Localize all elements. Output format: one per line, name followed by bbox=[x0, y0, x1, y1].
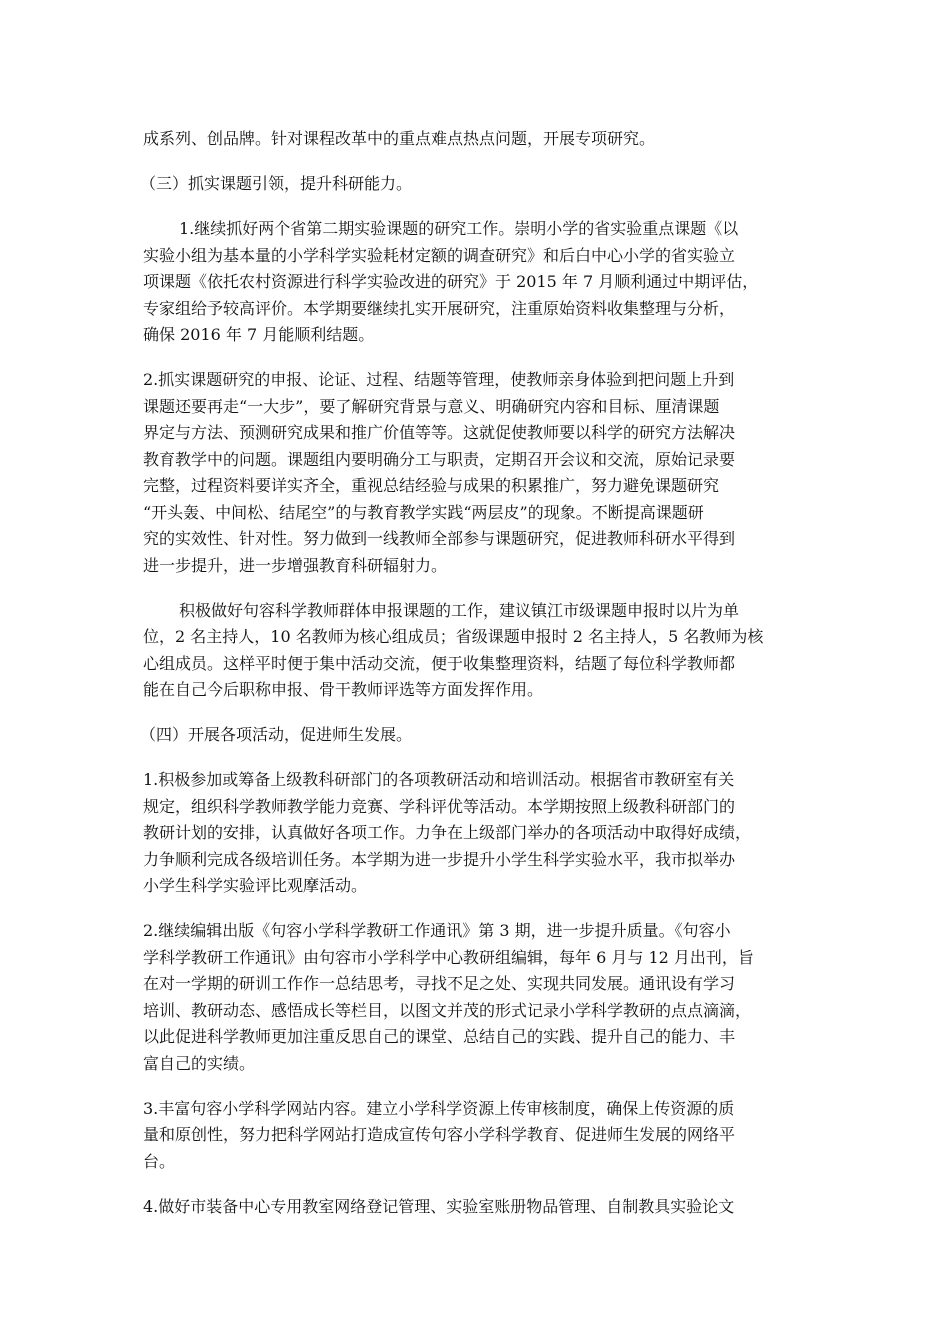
paragraph-4-1: 1.积极参加或筹备上级教科研部门的各项教研活动和培训活动。根据省市教研室有关 规定，组织科学教师教学能力竞赛、学科评优等活动。本学期按照上级教科研部门的 教研计划的安排，认真做好各项工作。力争在上级部门举办的各项活动中取得好成绩， 力争顺利完成各级培训任务。本学期为进一步提升小学生科学实验水平，我市拟举办 小学生科学实验评比观摩活动。 bbox=[143, 770, 752, 895]
document-body bbox=[140, 126, 803, 1239]
paragraph-4-2: 2.继续编辑出版《句容小学科学教研工作通讯》第 3 期，进一步提升质量。《句容小 学科学教研工作通讯》由句容市小学科学中心教研组编辑，每年 6 月与 12 月出刊，旨 在对一学期的研训工作作一总结思考，寻找不足之处、实现共同发展。通讯设有学习 培训、教研动态、感悟成长等栏目，以图文并茂的形式记录小学科学教研的点点滴滴， 以此促进科学教师更加注重反思自己的课堂、总结自己的实践、提升自己的能力、丰 富自己的实绩。 bbox=[143, 921, 754, 1073]
paragraph-continuation: 成系列、创品牌。针对课程改革中的重点难点热点问题，开展专项研究。 bbox=[143, 129, 656, 148]
paragraph-3-group-application: 积极做好句容科学教师群体申报课题的工作，建议镇江市级课题申报时以片为单 位，2 名主持人，10 名教师为核心组成员；省级课题申报时 2 名主持人，5 名教师为核 心组成员。这样平时便于集中活动交流，便于收集整理资料，结题了每位科学教师都 能在自己今后职称申报、骨干教师评选等方面发挥作用。 bbox=[143, 600, 764, 699]
section-heading-3: （三）抓实课题引领，提升科研能力。 bbox=[140, 174, 413, 193]
paragraph-3-2: 2.抓实课题研究的申报、论证、过程、结题等管理，使教师亲身体验到把问题上升到 课题还要再走“一大步”，要了解研究背景与意义、明确研究内容和目标、厘清课题 界定与方法、预测研究成果和推广价值等等。这就促使教师要以科学的研究方法解决 教育教学中的问题。课题组内要明确分工与职责，定期召开会议和交流，原始记录要 完整，过程资料要详实齐全，重视总结经验与成果的积累推广，努力避免课题研究 “开头轰、中间松、结尾空”的与教育教学实践“两层皮”的现象。不断提高课题研 究的实效性、针对性。努力做到一线教师全部参与课题研究，促进教师科研水平得到 进一步提升，进一步增强教育科研辐射力。 bbox=[143, 370, 736, 575]
paragraph-4-4: 4.做好市装备中心专用教室网络登记管理、实验室账册物品管理、自制教具实验论文 bbox=[143, 1196, 735, 1216]
section-heading-4: （四）开展各项活动，促进师生发展。 bbox=[140, 725, 413, 744]
paragraph-4-3: 3.丰富句容小学科学网站内容。建立小学科学资源上传审核制度，确保上传资源的质 量和原创性，努力把科学网站打造成宣传句容小学科学教育、促进师生发展的网络平 台。 bbox=[143, 1098, 736, 1171]
paragraph-3-1: 1.继续抓好两个省第二期实验课题的研究工作。崇明小学的省实验重点课题《以 实验小组为基本量的小学科学实验耗材定额的调查研究》和后白中心小学的省实验立 项课题《依托农村资源进行科学实验改进的研究》于 2015 年 7 月顺利通过中期评估， 专家组给予较高评价。本学期要继续扎实开展研究，注重原始资料收集整理与分析， 确保 2016 年 7 月能顺利结题。 bbox=[143, 219, 759, 344]
